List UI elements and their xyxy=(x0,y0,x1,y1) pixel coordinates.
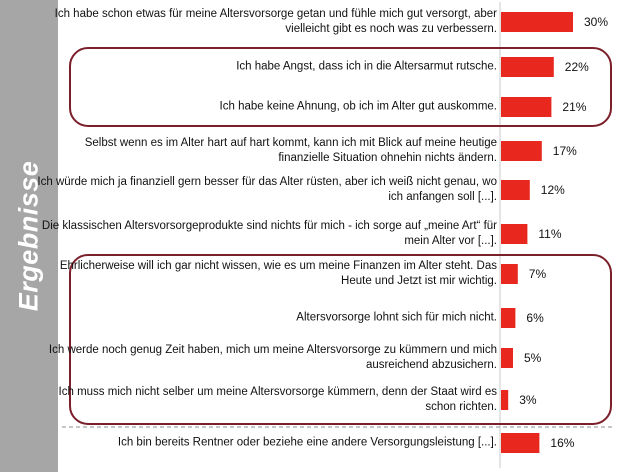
bar-value-label: 12% xyxy=(540,183,565,197)
bar xyxy=(501,390,508,410)
bar-value-label: 7% xyxy=(528,267,547,281)
bar xyxy=(501,264,518,284)
bar-value-label: 30% xyxy=(584,15,609,29)
category-label: Die klassischen Altersvorsorgeprodukte sind nichts für mich - ich sorge auf „meine Art“ für mein Alter vor [...]. xyxy=(41,220,497,247)
category-label: Ich habe schon etwas für meine Altersvorsorge getan und fühle mich gut versorgt, aber vielleicht gibt es noch was zu verbessern. xyxy=(54,8,497,35)
bar-value-label: 21% xyxy=(562,100,587,114)
category-label: Ich würde mich ja finanziell gern besser für das Alter rüsten, aber ich weiß nicht genau, wo ich anfangen soll [...]. xyxy=(37,176,497,203)
bar-value-label: 22% xyxy=(564,60,589,74)
bar xyxy=(501,57,554,77)
category-label: Altersvorsorge lohnt sich für mich nicht. xyxy=(296,311,497,324)
bar-value-label: 3% xyxy=(519,393,537,407)
category-label: Ich muss mich nicht selber um meine Altersvorsorge kümmern, denn der Staat wird es schon richten. xyxy=(58,386,497,413)
sidebar-label: Ergebnisse xyxy=(13,160,44,312)
bar xyxy=(501,141,542,161)
bar xyxy=(501,433,539,453)
bar xyxy=(501,12,573,32)
category-label: Ich habe keine Ahnung, ob ich im Alter gut auskomme. xyxy=(219,100,497,113)
bar-value-label: 17% xyxy=(552,144,577,158)
bar-value-label: 16% xyxy=(550,436,575,450)
bar xyxy=(501,224,527,244)
bar xyxy=(501,97,551,117)
category-label: Selbst wenn es im Alter hart auf hart kommt, kann ich mit Blick auf meine heutige finanzielle Situation ohnehin nichts ändern. xyxy=(84,137,497,164)
category-label: Ehrlicherweise will ich gar nicht wissen, wie es um meine Finanzen im Alter steht. Das Heute und Jetzt ist mir wichtig. xyxy=(59,260,497,287)
category-label: Ich werde noch genug Zeit haben, mich um meine Altersvorsorge zu kümmern und mich ausreichend abzusichern. xyxy=(48,344,497,371)
bar-value-label: 11% xyxy=(538,227,562,241)
bar-value-label: 5% xyxy=(524,351,542,365)
category-label: Ich habe Angst, dass ich in die Altersarmut rutsche. xyxy=(236,60,497,73)
category-label: Ich bin bereits Rentner oder beziehe eine andere Versorgungsleistung [...]. xyxy=(117,436,497,449)
bar xyxy=(501,308,515,328)
bar xyxy=(501,180,530,200)
bar xyxy=(501,348,513,368)
bar-value-label: 6% xyxy=(526,311,544,325)
